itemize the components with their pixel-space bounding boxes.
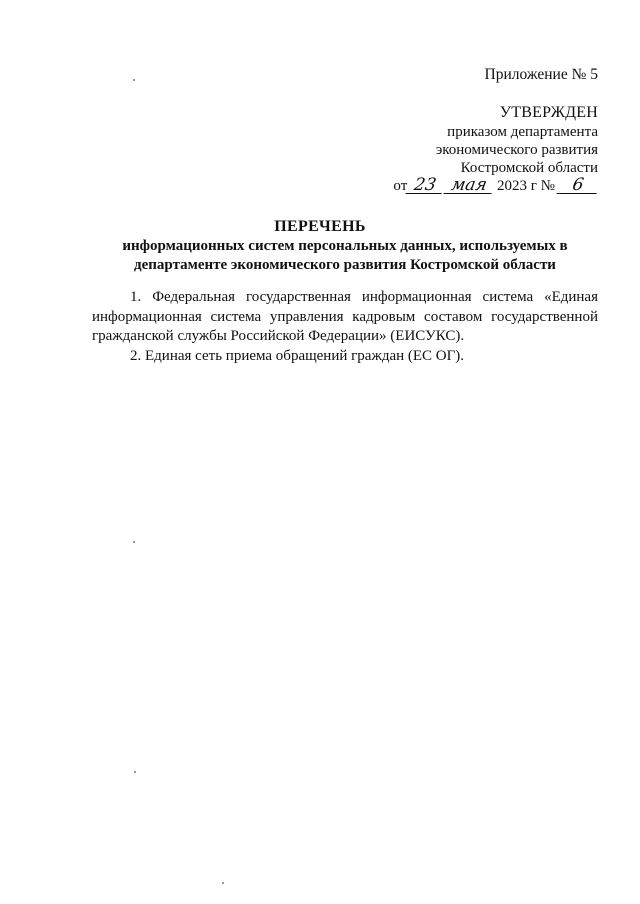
- approved-heading: УТВЕРЖДЕН: [499, 104, 598, 121]
- approved-by-line-2: экономического развития: [435, 142, 598, 158]
- scan-speck: [133, 541, 135, 543]
- date-prefix: от: [393, 178, 408, 194]
- scan-speck: [133, 79, 135, 81]
- approved-by-line-3: Костромской области: [460, 160, 598, 176]
- order-date-line: [393, 177, 598, 195]
- date-year-text: 2023 г №: [497, 178, 555, 194]
- list-item: 1. Федеральная государственная информационная система «Единая информационная система управления кадровым составом государственной гражданской службы Российской Федерации» (ЕИСУКС).: [92, 289, 598, 344]
- scan-speck: [134, 771, 136, 773]
- approved-by-line-1: приказом департамента: [447, 124, 598, 140]
- document-title: ПЕРЕЧЕНЬ: [274, 218, 366, 235]
- scan-speck: [222, 882, 224, 884]
- handwritten-order-number: 6: [557, 177, 600, 194]
- appendix-label: Приложение № 5: [484, 66, 598, 83]
- approved-by-block: [393, 123, 598, 195]
- handwritten-month: мая: [444, 177, 495, 194]
- systems-list: [92, 288, 598, 366]
- list-item: 2. Единая сеть приема обращений граждан (ЕС ОГ).: [130, 347, 465, 364]
- handwritten-day: 23: [406, 177, 445, 194]
- document-subtitle: информационных систем персональных данных, используемых в департаменте экономического развития Костромской области: [122, 238, 568, 273]
